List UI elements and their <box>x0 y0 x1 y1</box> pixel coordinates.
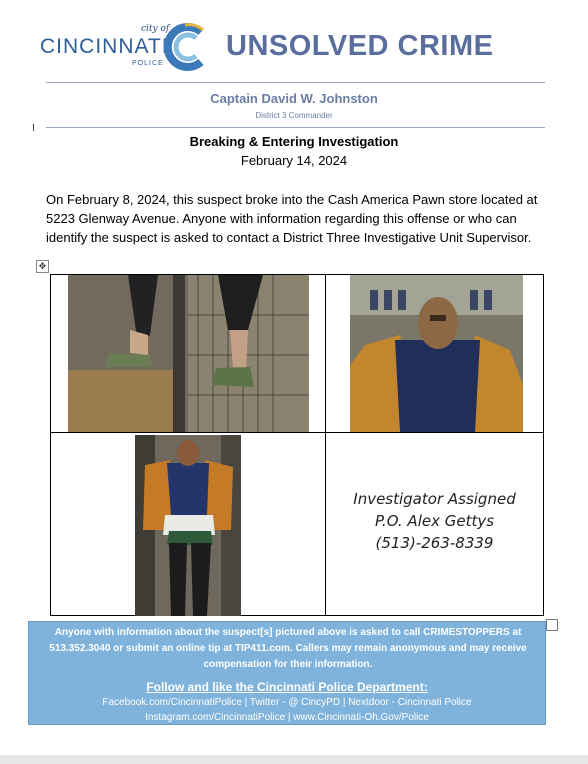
bottom-strip <box>0 755 588 764</box>
page-title: UNSOLVED CRIME <box>226 30 494 62</box>
investigator-info <box>325 488 544 554</box>
investigation-date: February 14, 2024 <box>240 153 348 168</box>
crimestoppers-box <box>28 621 546 725</box>
logo-name: CINCINNATI <box>40 35 169 58</box>
checkbox[interactable] <box>546 619 558 631</box>
suspect-photo-legs <box>68 275 309 432</box>
header-divider-bottom <box>46 127 545 128</box>
table-divider-vertical <box>325 275 326 615</box>
social-links-line1: Facebook.com/CincinnatiPolice | Twitter - @ CincyPD | Nextdoor - Cincinnati Police <box>102 697 472 708</box>
investigator-name: P.O. Alex Gettys <box>374 512 495 530</box>
captain-name: Captain David W. Johnston <box>210 91 378 106</box>
cincinnati-police-logo <box>40 22 212 74</box>
commander-title: District 3 Commander <box>255 111 333 120</box>
table-divider-horizontal <box>51 432 543 433</box>
crimestoppers-tip: Anyone with information about the suspect[s] pictured above is asked to call CRIMESTOPPERS at 513.352.3040 or submit an online tip at TIP411.com. Callers may remain anonymous and may receive compensation for their information. <box>49 627 527 670</box>
suspect-photo-masked <box>350 275 523 432</box>
text-cursor <box>33 124 34 131</box>
suspect-photo-full-body <box>135 435 241 616</box>
investigator-heading: Investigator Assigned <box>353 490 516 508</box>
logo-city-of: city of <box>141 24 170 34</box>
photo-table <box>50 274 544 616</box>
logo-police: POLICE <box>132 60 164 67</box>
table-move-icon[interactable]: ✥ <box>36 260 49 273</box>
investigation-title: Breaking & Entering Investigation <box>189 134 399 149</box>
investigator-phone: (513)-263-8339 <box>375 534 494 552</box>
header-divider-top <box>46 82 545 83</box>
social-links-line2: Instagram.com/CincinnatiPolice | www.Cincinnati-Oh.Gov/Police <box>145 712 429 723</box>
logo-c-emblem-icon <box>163 22 209 72</box>
investigation-body: On February 8, 2024, this suspect broke into the Cash America Pawn store located at 5223 Glenway Avenue. Anyone with information regarding this offense or who can identify the suspect is asked to contact a District Three Investigative Unit Supervisor. <box>46 192 538 245</box>
follow-heading: Follow and like the Cincinnati Police Department: <box>146 680 428 694</box>
